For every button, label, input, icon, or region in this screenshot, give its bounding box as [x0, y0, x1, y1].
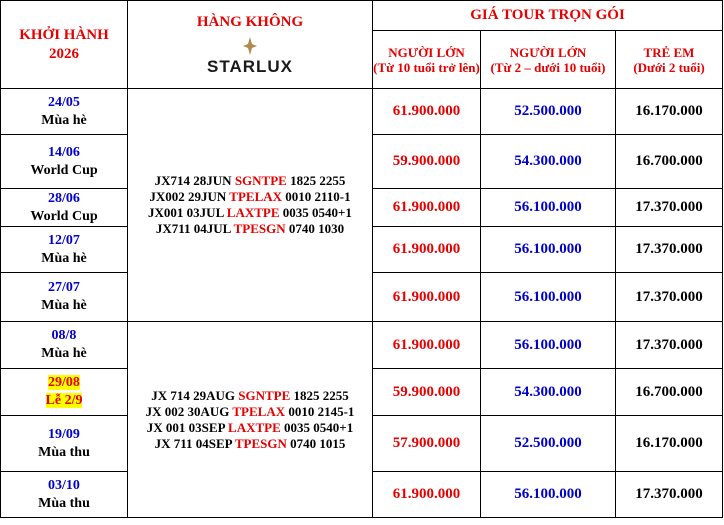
departure-date: 03/10 [48, 477, 80, 493]
departure-cell [1, 416, 128, 472]
flight-line: JX 001 03SEP LAXTPE 0035 0540+1 [146, 419, 354, 435]
flight-line: JX714 28JUN SGNTPE 1825 2255 [154, 173, 346, 188]
child-price: 52.500.000 [481, 416, 616, 472]
departure-season: World Cup [30, 208, 98, 224]
adult-price: 61.900.000 [373, 273, 481, 322]
departure-season: Mùa thu [38, 495, 90, 511]
flight-line: JX711 04JUL TPESGN 0740 1030 [155, 221, 345, 236]
flight-schedule-group-2 [128, 322, 373, 518]
departure-date: 24/05 [48, 94, 80, 110]
flight-schedule-group-1 [128, 89, 373, 322]
departure-season: Mùa hè [41, 250, 87, 266]
child-price: 54.300.000 [481, 135, 616, 189]
child-price: 52.500.000 [481, 89, 616, 135]
adult-price: 61.900.000 [373, 322, 481, 369]
adult-header [373, 31, 481, 89]
depart-header-line1: KHỞI HÀNH [19, 26, 109, 43]
departure-season: World Cup [30, 162, 98, 178]
infant-price: 16.170.000 [616, 89, 723, 135]
departure-season-highlight: Lễ 2/9 [45, 393, 83, 408]
departure-cell [1, 369, 128, 416]
table-row [1, 89, 723, 135]
child-price: 56.100.000 [481, 322, 616, 369]
child-header-title: NGƯỜI LỚN [509, 44, 587, 60]
departure-cell [1, 472, 128, 518]
infant-price: 16.700.000 [616, 135, 723, 189]
table-row [1, 322, 723, 369]
starlux-wordmark: STARLUX [206, 57, 293, 76]
infant-price: 17.370.000 [616, 322, 723, 369]
departure-season: Mùa thu [38, 444, 90, 460]
depart-header [1, 1, 128, 89]
flight-line: JX 714 29AUG SGNTPE 1825 2255 [151, 387, 349, 403]
departure-date: 14/06 [48, 144, 80, 160]
starlux-logo [128, 37, 372, 77]
departure-season [1, 392, 127, 410]
infant-price: 17.370.000 [616, 189, 723, 227]
flight-line: JX001 03JUL LAXTPE 0035 0540+1 [148, 205, 352, 220]
departure-date-highlight: 29/08 [48, 375, 80, 390]
departure-date: 08/8 [51, 328, 77, 343]
adult-price: 61.900.000 [373, 472, 481, 518]
departure-cell [1, 227, 128, 273]
departure-cell [1, 273, 128, 322]
infant-price: 16.170.000 [616, 416, 723, 472]
adult-price: 61.900.000 [373, 227, 481, 273]
infant-price: 17.370.000 [616, 273, 723, 322]
airline-header [128, 1, 373, 89]
child-price: 56.100.000 [481, 227, 616, 273]
departure-date: 12/07 [48, 232, 80, 248]
child-header [481, 31, 616, 89]
adult-header-title: NGƯỜI LỚN [388, 44, 465, 60]
departure-season: Mùa hè [41, 298, 87, 313]
departure-cell [1, 189, 128, 227]
adult-price: 61.900.000 [373, 89, 481, 135]
child-price: 56.100.000 [481, 472, 616, 518]
departure-date: 19/09 [48, 426, 80, 442]
child-header-sub: (Từ 2 – dưới 10 tuổi) [490, 59, 606, 75]
package-header: GIÁ TOUR TRỌN GÓI [373, 1, 723, 31]
adult-price: 59.900.000 [373, 369, 481, 416]
departure-cell [1, 89, 128, 135]
adult-price: 61.900.000 [373, 189, 481, 227]
departure-season: Mùa hè [41, 112, 87, 128]
infant-header-title: TRẺ EM [643, 44, 695, 60]
infant-header-sub: (Dưới 2 tuổi) [633, 59, 705, 75]
child-price: 54.300.000 [481, 369, 616, 416]
departure-cell [1, 322, 128, 369]
departure-date: 27/07 [48, 280, 80, 295]
flight-line: JX 002 30AUG TPELAX 0010 2145-1 [145, 403, 355, 419]
child-price: 56.100.000 [481, 189, 616, 227]
departure-date: 28/06 [48, 190, 80, 206]
airline-header-title: HÀNG KHÔNG [196, 14, 304, 30]
departure-cell [1, 135, 128, 189]
flight-line: JX 711 04SEP TPESGN 0740 1015 [154, 435, 346, 451]
departure-date [1, 374, 127, 392]
infant-price: 16.700.000 [616, 369, 723, 416]
infant-price: 17.370.000 [616, 227, 723, 273]
flight-line: JX002 29JUN TPELAX 0010 2110-1 [149, 189, 351, 204]
infant-header [616, 31, 723, 89]
starlux-emblem-icon [243, 37, 257, 55]
child-price: 56.100.000 [481, 273, 616, 322]
adult-price: 59.900.000 [373, 135, 481, 189]
infant-price: 17.370.000 [616, 472, 723, 518]
adult-header-sub: (Từ 10 tuổi trở lên) [373, 59, 480, 75]
departure-season: Mùa hè [41, 346, 87, 361]
depart-header-line2: 2026 [49, 45, 79, 62]
adult-price: 57.900.000 [373, 416, 481, 472]
